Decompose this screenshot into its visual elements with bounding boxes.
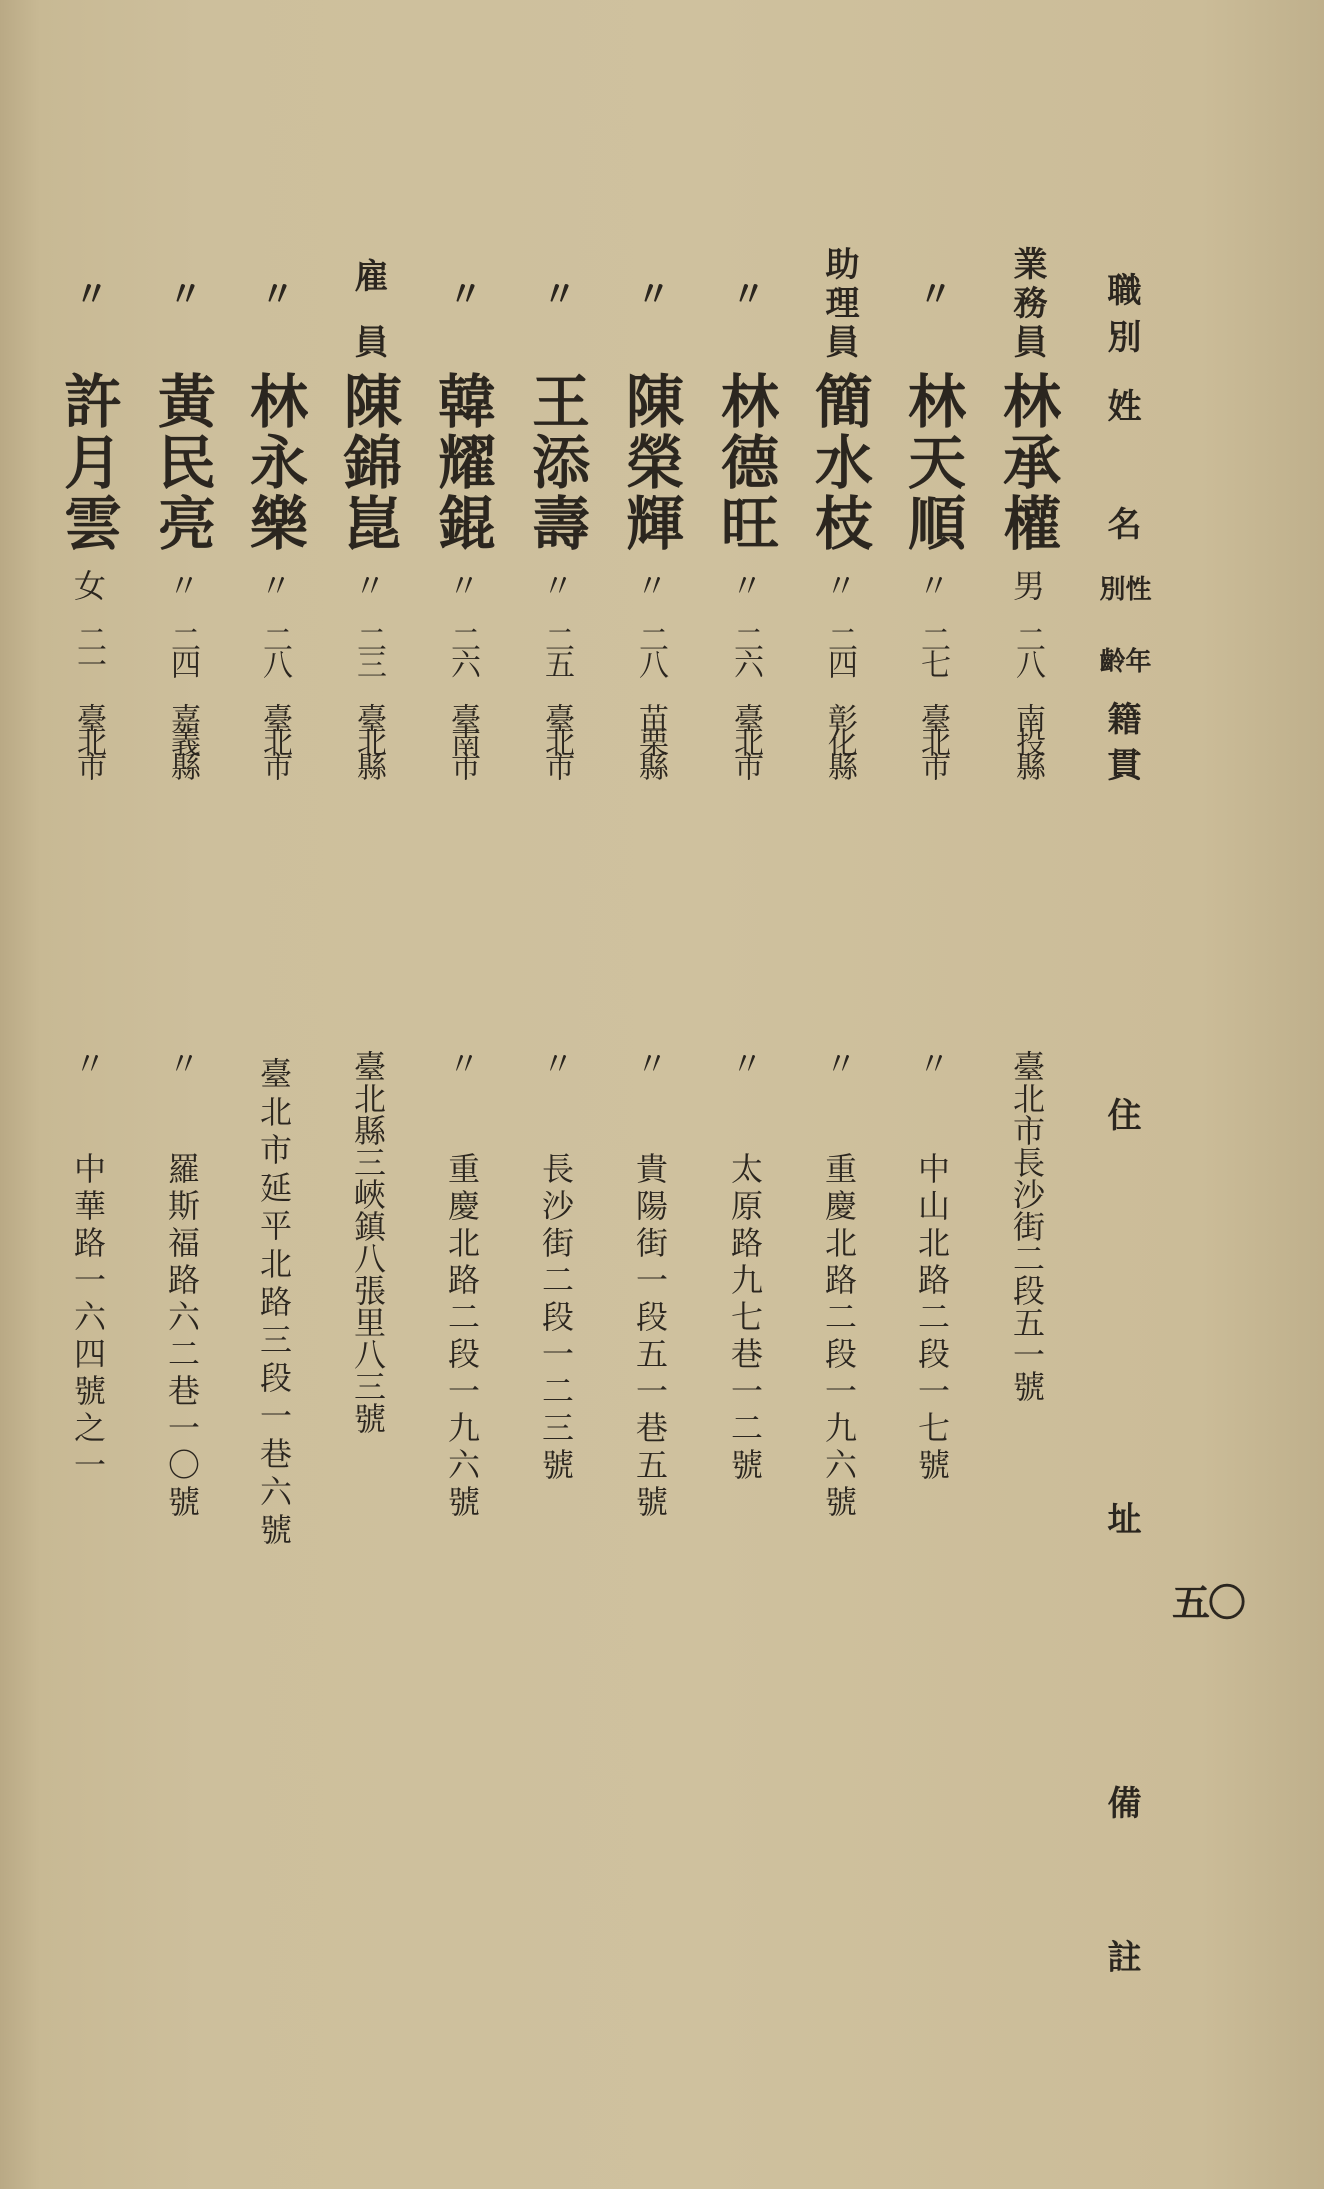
age: 二四 (822, 624, 857, 674)
gender: 〃 (631, 569, 669, 601)
native-place: 臺北縣 (351, 703, 386, 775)
table-row (897, 0, 967, 2189)
table-row (992, 0, 1062, 2189)
age: 二三 (351, 624, 386, 674)
person-name: 黃民亮 (148, 371, 216, 554)
age: 二八 (633, 624, 668, 674)
address-ditto-mark: 〃 (69, 1047, 107, 1079)
person-name: 陳榮輝 (616, 371, 684, 554)
address-ditto-mark: 〃 (913, 1047, 951, 1079)
address: 重慶北路二段一九六號 (820, 1152, 858, 1522)
native-place: 彰化縣 (822, 703, 857, 775)
native-place: 臺北市 (915, 703, 950, 775)
header-gender: 性別 (1095, 575, 1151, 601)
address-ditto-mark: 〃 (820, 1047, 858, 1079)
person-name: 林德旺 (711, 371, 779, 554)
gender: 男 (1008, 569, 1046, 601)
address: 臺北縣三峽鎮八張里八三號 (349, 1050, 387, 1434)
age: 二八 (1010, 624, 1045, 674)
gender: 〃 (537, 569, 575, 601)
job-title: 業務員 (1007, 246, 1047, 363)
address-ditto-mark: 〃 (443, 1047, 481, 1079)
table-row (521, 0, 591, 2189)
person-name: 林天順 (898, 371, 966, 554)
person-name: 韓耀錕 (428, 371, 496, 554)
gender: 〃 (163, 569, 201, 601)
address: 重慶北路二段一九六號 (443, 1152, 481, 1522)
table-row (615, 0, 685, 2189)
table-row (239, 0, 309, 2189)
age: 二七 (915, 624, 950, 674)
job-title: 〃 (912, 276, 952, 315)
job-title: 〃 (536, 276, 576, 315)
native-place: 臺南市 (445, 703, 480, 775)
gender: 〃 (349, 569, 387, 601)
job-title: 〃 (68, 276, 108, 315)
age: 二一 (71, 624, 106, 674)
job-title: 〃 (442, 276, 482, 315)
table-row (710, 0, 780, 2189)
job-title: 〃 (630, 276, 670, 315)
address: 臺北市長沙街二段五一號 (1008, 1050, 1046, 1402)
header-note: 備註 (1101, 1785, 1141, 1973)
address: 羅斯福路六二巷一〇號 (163, 1152, 201, 1522)
person-name: 林永樂 (240, 371, 308, 554)
address: 臺北市延平北路三段一巷六號 (255, 1057, 293, 1551)
address-ditto-mark: 〃 (537, 1047, 575, 1079)
job-title: 雇員 (348, 258, 388, 358)
person-name: 簡水枝 (805, 371, 873, 554)
native-place: 臺北市 (728, 703, 763, 775)
person-name: 許月雲 (54, 371, 122, 554)
address: 中山北路二段一七號 (913, 1152, 951, 1485)
age: 二四 (165, 624, 200, 674)
address-ditto-mark: 〃 (726, 1047, 764, 1079)
gender: 〃 (726, 569, 764, 601)
header-address: 住址 (1101, 1097, 1141, 1535)
table-row (804, 0, 874, 2189)
gender: 〃 (913, 569, 951, 601)
gender: 〃 (820, 569, 858, 601)
table-row (427, 0, 497, 2189)
header-job: 職別 (1101, 272, 1141, 366)
page-number: 五〇 (1172, 1580, 1245, 1625)
age: 二五 (539, 624, 574, 674)
header-age: 年齡 (1095, 647, 1151, 673)
native-place: 苗栗縣 (633, 703, 668, 775)
job-title: 〃 (254, 276, 294, 315)
address-ditto-mark: 〃 (631, 1047, 669, 1079)
job-title: 助理員 (819, 246, 859, 363)
job-title: 〃 (725, 276, 765, 315)
header-name: 姓名 (1101, 388, 1141, 540)
native-place: 南投縣 (1010, 703, 1045, 775)
native-place: 臺北市 (71, 703, 106, 775)
person-name: 陳錦崑 (334, 371, 402, 554)
age: 二六 (728, 624, 763, 674)
table-row (333, 0, 403, 2189)
age: 二八 (257, 624, 292, 674)
gender: 〃 (255, 569, 293, 601)
address: 中華路一六四號之一 (69, 1152, 107, 1485)
native-place: 臺北市 (257, 703, 292, 775)
person-name: 林承權 (993, 371, 1061, 554)
address: 太原路九七巷一二號 (726, 1152, 764, 1485)
age: 二六 (445, 624, 480, 674)
native-place: 嘉義縣 (165, 703, 200, 775)
table-row (53, 0, 123, 2189)
header-origin: 籍貫 (1101, 701, 1141, 793)
job-title: 〃 (162, 276, 202, 315)
gender: 〃 (443, 569, 481, 601)
header-column (1086, 0, 1156, 2189)
address: 長沙街二段一二三號 (537, 1152, 575, 1485)
table-row (147, 0, 217, 2189)
address: 貴陽街一段五一巷五號 (631, 1152, 669, 1522)
person-name: 王添壽 (522, 371, 590, 554)
native-place: 臺北市 (539, 703, 574, 775)
gender: 女 (69, 569, 107, 601)
address-ditto-mark: 〃 (163, 1047, 201, 1079)
